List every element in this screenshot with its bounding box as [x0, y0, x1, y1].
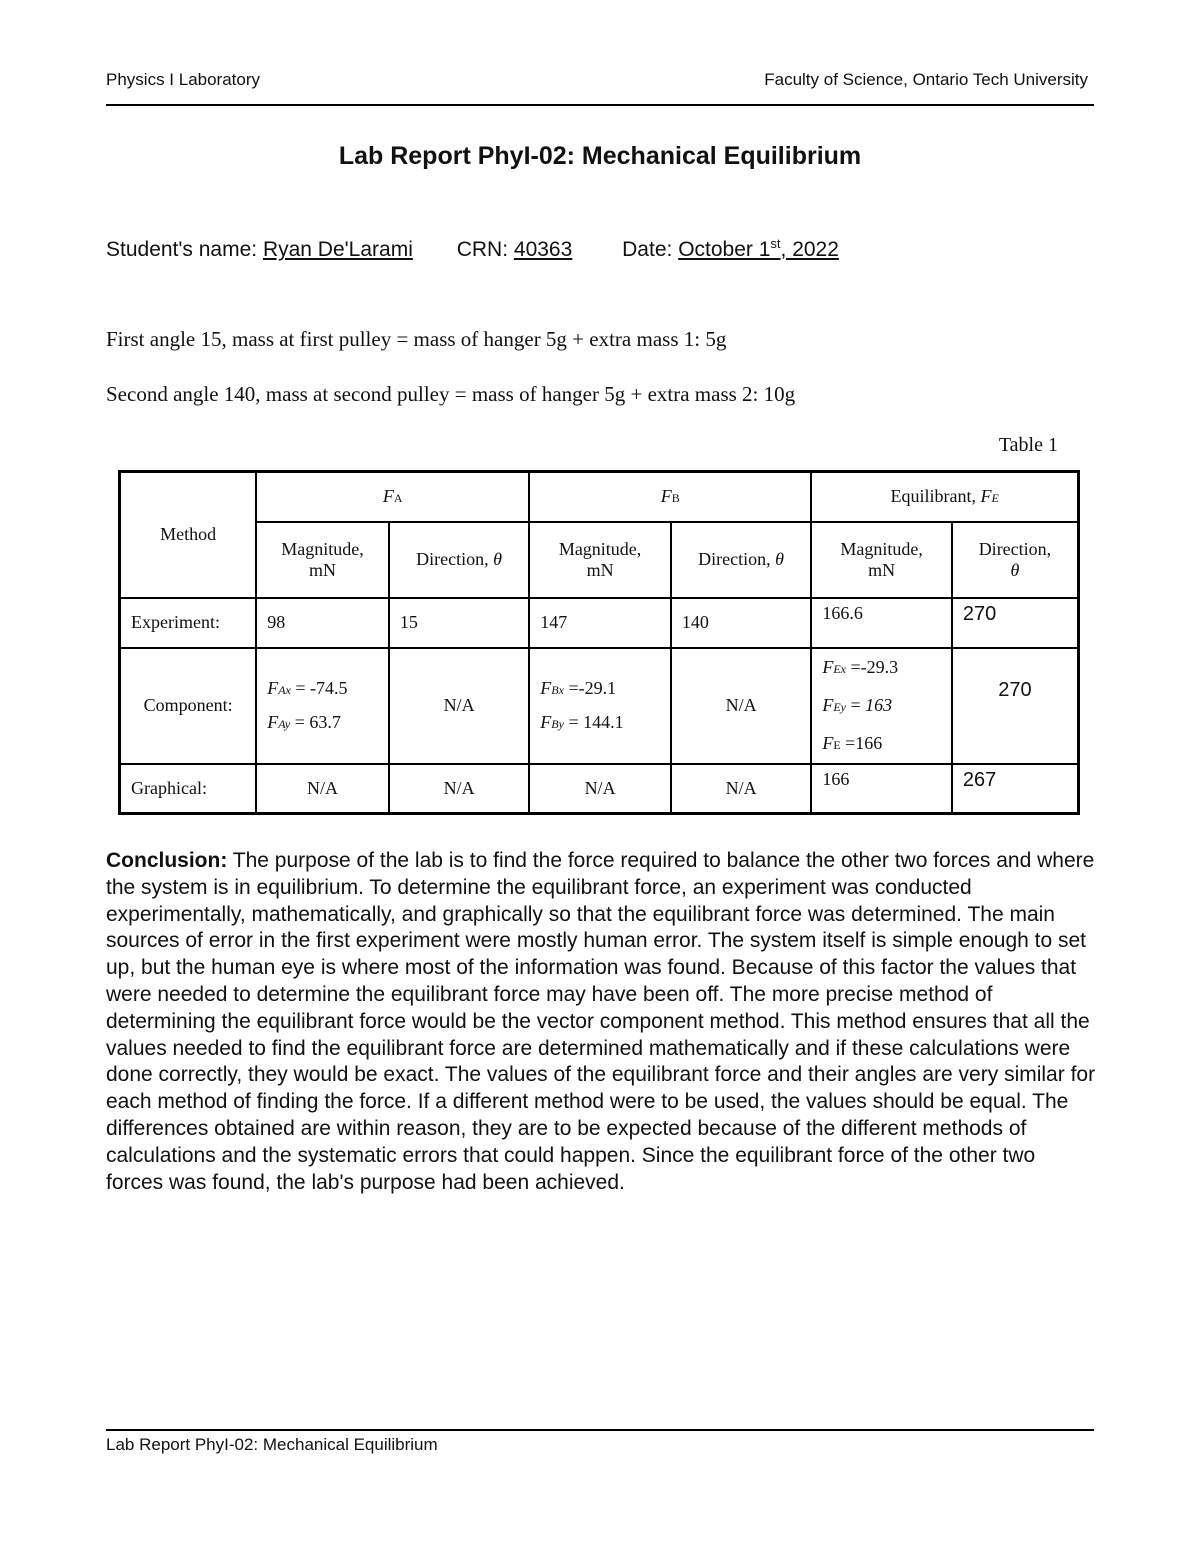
fa-header: FA [256, 472, 529, 522]
fb-header: FB [529, 472, 811, 522]
page-header-right: Faculty of Science, Ontario Tech University [764, 70, 1088, 89]
page-footer: Lab Report PhyI-02: Mechanical Equilibrium [106, 1435, 438, 1454]
cell-experiment-fe-magnitude: 166.6 [811, 598, 952, 648]
conclusion-text: The purpose of the lab is to find the force required to balance the other two forces and where the system is in equilibrium. To determine the equilibrant force, an experiment was conducted experimentally, mathematically, and graphically so that the equilibrant force was determined. The main sources of error in the first experiment were mostly human error. The system itself is simple enough to set up, but the human eye is where most of the information was found. Because of this factor the values that were needed to determine the equilibrant force may have been off. The more precise method of determining the equilibrant force would be the vector component method. This method ensures that all the values needed to find the equilibrant force are determined mathematically and if these calculations were done correctly, they would be exact. The values of the equilibrant force and their angles are very similar for each method of finding the force. If a different method were to be used, the values should be equal. The differences obtained are within reason, they are to be expected because of the different methods of calculations and the systematic errors that could happen. Since the equilibrant force of the other two forces was found, the lab's purpose had been achieved. [106, 849, 1096, 1194]
fe-magnitude-header: Magnitude, mN [811, 522, 952, 598]
cell-component-fb-direction: N/A [671, 648, 811, 764]
date-label: Date: [622, 238, 673, 261]
fe-direction-header: Direction, θ [952, 522, 1079, 598]
setup-line-second: Second angle 140, mass at second pulley = mass of hanger 5g + extra mass 2: 10g [106, 382, 796, 406]
cell-graphical-fb-magnitude: N/A [529, 764, 671, 814]
table-row-experiment [120, 598, 1079, 648]
conclusion-label: Conclusion: [106, 849, 228, 872]
row-label-experiment: Experiment: [120, 598, 257, 648]
results-table [118, 470, 1080, 815]
fb-direction-header: Direction, θ [671, 522, 811, 598]
cell-graphical-fe-magnitude: 166 [811, 764, 952, 814]
crn-value: 40363 [513, 238, 573, 261]
cell-component-fa-direction: N/A [389, 648, 529, 764]
cell-experiment-fb-direction: 140 [671, 598, 811, 648]
header-divider [106, 104, 1094, 106]
table-caption: Table 1 [998, 434, 1058, 456]
table-row-graphical [120, 764, 1079, 814]
cell-component-fb-magnitude: FBx =-29.1 FBy = 144.1 [529, 648, 671, 764]
fb-magnitude-header: Magnitude, mN [529, 522, 671, 598]
page-title: Lab Report PhyI-02: Mechanical Equilibrium [338, 142, 862, 170]
table-header-row-2 [120, 522, 1079, 598]
cell-component-fa-magnitude: FAx = -74.5 FAy = 63.7 [256, 648, 389, 764]
fa-magnitude-header: Magnitude, mN [256, 522, 389, 598]
student-name-value: Ryan De'Larami [262, 238, 413, 261]
fa-direction-header: Direction, θ [389, 522, 529, 598]
cell-experiment-fa-magnitude: 98 [256, 598, 389, 648]
cell-experiment-fa-direction: 15 [389, 598, 529, 648]
table-header-row-1 [120, 472, 1079, 522]
setup-line-first: First angle 15, mass at first pulley = mass of hanger 5g + extra mass 1: 5g [106, 327, 727, 351]
student-info-line [106, 236, 839, 262]
equilibrant-header: Equilibrant, FE [811, 472, 1078, 522]
cell-component-fe-direction: 270 [952, 648, 1079, 764]
cell-graphical-fe-direction: 267 [952, 764, 1079, 814]
cell-graphical-fa-magnitude: N/A [256, 764, 389, 814]
cell-component-fe-magnitude: FEx =-29.3 FEy = 163 FE =166 [811, 648, 952, 764]
crn-label: CRN: [456, 238, 509, 261]
date-value: October 1st, 2022 [678, 236, 839, 261]
cell-experiment-fb-magnitude: 147 [529, 598, 671, 648]
method-header: Method [120, 472, 257, 598]
page-header-left: Physics I Laboratory [106, 70, 261, 89]
row-label-component: Component: [120, 648, 257, 764]
cell-graphical-fb-direction: N/A [671, 764, 811, 814]
table-row-component [120, 648, 1079, 764]
footer-divider [106, 1429, 1094, 1431]
row-label-graphical: Graphical: [120, 764, 257, 814]
cell-graphical-fa-direction: N/A [389, 764, 529, 814]
student-name-label: Student's name: [106, 238, 258, 261]
conclusion-paragraph [106, 848, 1096, 1196]
cell-experiment-fe-direction: 270 [952, 598, 1079, 648]
